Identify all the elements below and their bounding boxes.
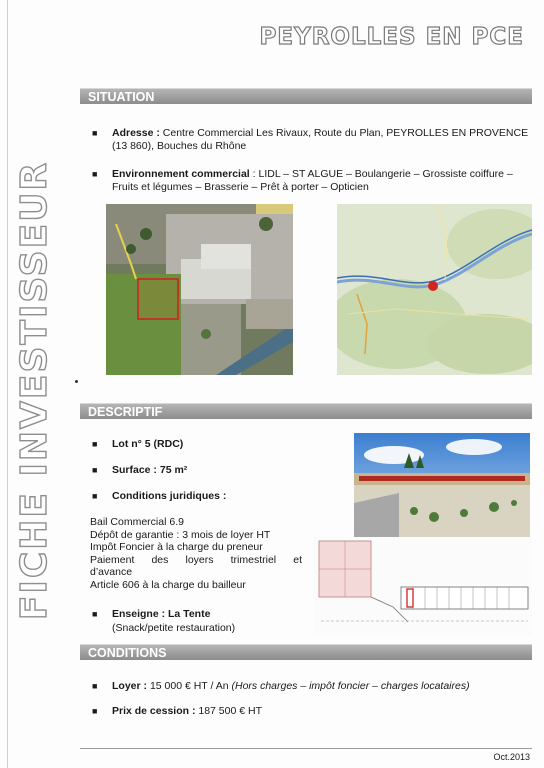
- legal-line: d’avance: [90, 566, 133, 578]
- section-conditions-header: CONDITIONS: [80, 644, 532, 660]
- prix-value: 187 500 € HT: [198, 705, 263, 717]
- address-label: Adresse :: [112, 127, 160, 139]
- environment-value: : LIDL – ST ALGUE – Boulangerie – Grossiste coiffure – Fruits et légumes – Brasserie – Prêt à porter – Opticien: [112, 168, 513, 193]
- footer-divider: [80, 748, 532, 749]
- bullet-icon: ■: [92, 465, 98, 475]
- legal-line: Bail Commercial 6.9: [90, 516, 184, 528]
- section-situation-header: SITUATION: [80, 88, 532, 104]
- legal-line: Dépôt de garantie : 3 mois de loyer HT: [90, 528, 271, 541]
- bullet-icon: ■: [92, 609, 98, 619]
- loyer-value: 15 000 € HT / An: [149, 680, 229, 692]
- enseigne-label: Enseigne : La Tente: [112, 608, 211, 620]
- bullet-icon: ■: [92, 169, 98, 179]
- bullet-icon: ■: [92, 491, 98, 501]
- environment-label: Environnement commercial: [112, 168, 250, 180]
- loyer-label: Loyer :: [112, 680, 148, 692]
- conditions-juridiques-label: Conditions juridiques :: [112, 490, 227, 502]
- side-title: [0, 160, 70, 620]
- loyer-note: (Hors charges – impôt foncier – charges locataires): [231, 680, 470, 692]
- bullet-icon: ■: [92, 439, 98, 449]
- lot-label: Lot n° 5 (RDC): [112, 438, 184, 450]
- bullet-icon: ■: [92, 706, 98, 716]
- enseigne-subtitle: (Snack/petite restauration): [112, 622, 236, 634]
- address-value: Centre Commercial Les Rivaux, Route du Plan, PEYROLLES EN PROVENCE (13 860), Bouches du Rhône: [112, 127, 529, 152]
- floor-plan: [313, 537, 532, 635]
- aerial-photo: [106, 204, 293, 375]
- legal-line: Paiement des loyers trimestriel et: [90, 553, 302, 566]
- page-title: PEYROLLES EN PCE: [259, 24, 524, 50]
- legal-line: Article 606 à la charge du bailleur: [90, 578, 246, 591]
- location-map: [337, 204, 532, 375]
- side-title-text: FICHE INVESTISSEUR: [14, 160, 56, 620]
- scan-speck: [75, 380, 78, 383]
- footer-date: Oct.2013: [493, 752, 530, 762]
- surface-label: Surface : 75 m²: [112, 464, 188, 476]
- prix-label: Prix de cession :: [112, 705, 196, 717]
- bullet-icon: ■: [92, 128, 98, 138]
- bullet-icon: ■: [92, 681, 98, 691]
- legal-terms: [90, 516, 302, 591]
- legal-line: Impôt Foncier à la charge du preneur: [90, 541, 263, 553]
- building-render: [354, 433, 530, 539]
- section-descriptif-header: DESCRIPTIF: [80, 403, 532, 419]
